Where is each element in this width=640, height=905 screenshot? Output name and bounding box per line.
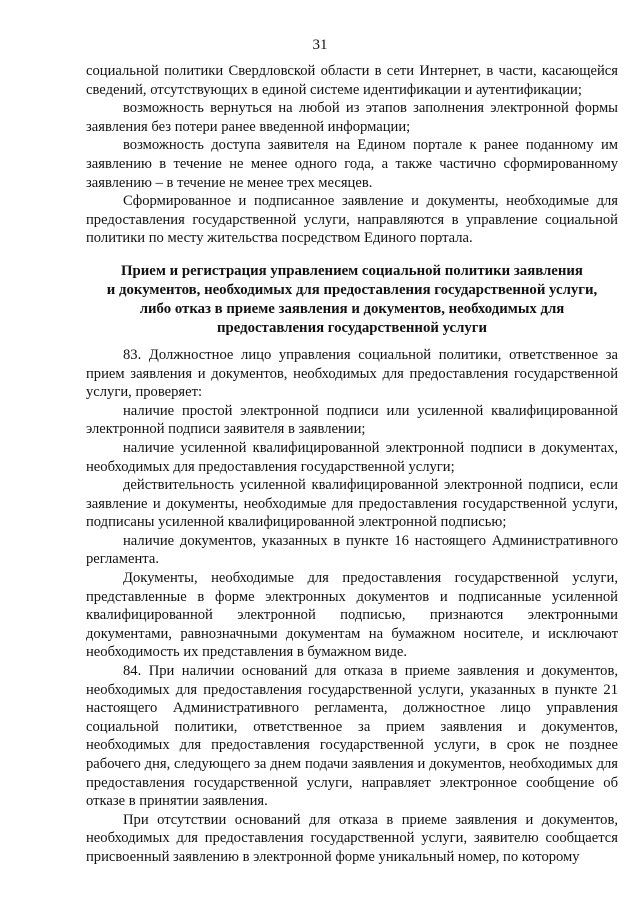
section-heading-line: либо отказ в приеме заявления и документов, необходимых для: [139, 300, 565, 317]
paragraph: возможность доступа заявителя на Едином портале к ранее поданному им заявлению в течение не менее одного года, а также частично сформированному заявлению – в течение не менее трех месяцев.: [86, 137, 618, 191]
section-heading: [86, 262, 618, 338]
paragraph: наличие усиленной квалифицированной электронной подписи в документах, необходимых для предоставления государственной услуги;: [86, 439, 618, 475]
paragraph: действительность усиленной квалифицированной электронной подписи, если заявление и документы, необходимые для предоставления государственной услуги, подписаны усиленной квалифицированной электронной подписью;: [86, 477, 618, 531]
section-heading-line: и документов, необходимых для предоставления государственной услуги,: [106, 281, 598, 298]
paragraph: Документы, необходимые для предоставления государственной услуги, представленные в форме электронных документов и подписанные усиленной квалифицированной электронной подписью, признаются электронными документами, равнозначными документам на бумажном носителе, и исключают необходимость их представления в бумажном виде.: [86, 570, 618, 661]
paragraph: возможность вернуться на любой из этапов заполнения электронной формы заявления без потери ранее введенной информации;: [86, 100, 618, 135]
paragraph-item-83: 83. Должностное лицо управления социальной политики, ответственное за прием заявления и документов, необходимых для предоставления государственной услуги, проверяет:: [86, 346, 618, 401]
document-body: [86, 62, 618, 867]
paragraph: При отсутствии оснований для отказа в приеме заявления и документов, необходимых для предоставления государственной услуги, заявителю сообщается присвоенный заявлению в электронной форме уникальный номер, по которому: [86, 811, 618, 865]
page-number: 31: [312, 37, 328, 53]
paragraph-item-84: 84. При наличии оснований для отказа в приеме заявления и документов, необходимых для предоставления государственной услуги, указанных в пункте 21 настоящего Административного регламента, должностное лицо управления социальной политики, ответственное за прием заявления и документов, необходимых для предоставления государственной услуги, в срок не позднее рабочего дня, следующего за днем подачи заявления и документов, необходимых для предоставления государственной услуги, направляет электронное сообщение об отказе в принятии заявления.: [86, 663, 618, 810]
section-heading-line: предоставления государственной услуги: [216, 319, 488, 336]
paragraph: Сформированное и подписанное заявление и документы, необходимые для предоставления государственной услуги, направляются в управление социальной политики по месту жительства посредством Единого портала.: [86, 193, 618, 247]
section-heading-line: Прием и регистрация управлением социальной политики заявления: [121, 262, 583, 279]
paragraph: наличие простой электронной подписи или усиленной квалифицированной электронной подписи заявителя в заявлении;: [86, 402, 618, 438]
paragraph-continuation: социальной политики Свердловской области в сети Интернет, в части, касающейся сведений, отсутствующих в единой системе идентификации и аутентификации;: [86, 63, 618, 98]
paragraph: наличие документов, указанных в пункте 16 настоящего Административного регламента.: [86, 532, 618, 568]
